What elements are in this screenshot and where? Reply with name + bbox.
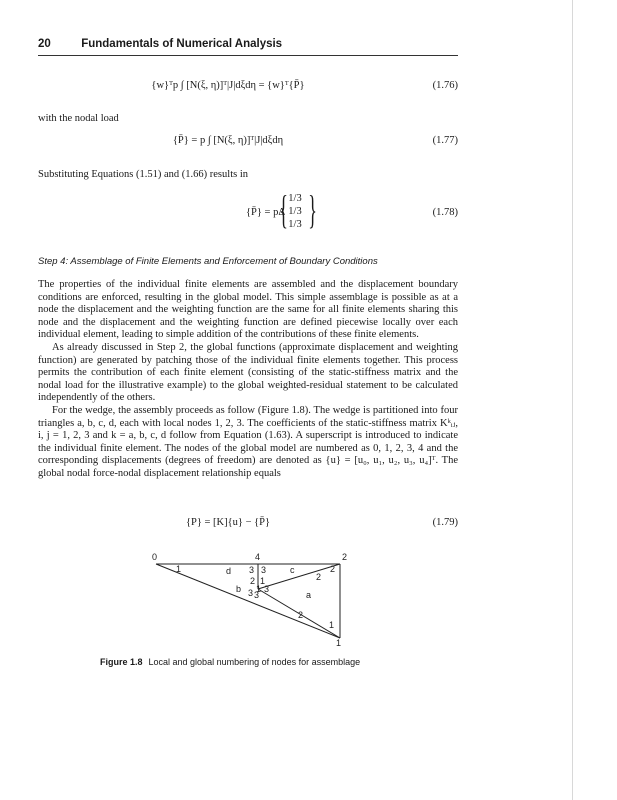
local-node-label: 1 (260, 576, 266, 586)
element-label-a: a (306, 590, 312, 600)
paragraph-1: The properties of the individual finite elements are assembled and the displacement boundary conditions are enforced, resulting in the global model. This simple assemblage is possible as at a node the displacement and the weighting function are the same for all finite elements sharing this node and the displacement and the weighting function are defined piecewise locally over each individual element, leading to simple addition of the contributions of these finite elements. (38, 279, 458, 341)
figure-caption (100, 657, 360, 667)
local-node-label: 2 (250, 576, 256, 586)
text-substituting: Substituting Equations (1.51) and (1.66) results in (38, 169, 248, 180)
left-brace: { (279, 187, 288, 232)
local-node-label: 2 (330, 564, 336, 574)
hypotenuse (156, 564, 340, 638)
caption-text: Local and global numbering of nodes for assemblage (148, 657, 361, 667)
local-node-label: 3 (261, 565, 267, 575)
paragraph-2: As already discussed in Step 2, the global functions (approximate displacement and weighting function) are generated by patching those of the individual finite elements together. This process permits the contribution of each finite element (consisting of the static-stiffness matrix and the nodal load for the illustrative example) to the global weighted-residual statement to be calculated independently of the others. (38, 341, 458, 404)
equation-number: (1.76) (432, 80, 458, 91)
local-node-label: 3 (249, 565, 255, 575)
local-node-label: 1 (176, 564, 182, 574)
right-brace: } (308, 187, 317, 232)
body-text (38, 279, 458, 481)
text-nodal-load: with the nodal load (38, 113, 119, 124)
local-node-label: 2 (316, 572, 322, 582)
element-label-b: b (236, 584, 242, 594)
global-node-1: 1 (336, 638, 342, 648)
equation-number: (1.79) (432, 517, 458, 528)
element-label-d: d (226, 566, 232, 576)
equation-expression: {w}ᵀp ∫ [N(ξ, η)]ᵀ|J|dξdη = {w}ᵀ{P̄} (151, 80, 305, 91)
equation-1-77 (38, 135, 458, 157)
equation-number: (1.77) (432, 135, 458, 146)
wedge-figure (140, 548, 360, 648)
inner-diagonal-upper (258, 564, 340, 589)
equation-number: (1.78) (432, 207, 458, 218)
running-title: Fundamentals of Numerical Analysis (81, 38, 283, 50)
local-node-label: 3 (264, 584, 270, 594)
local-node-label: 1 (329, 620, 335, 630)
local-node-label: 3 (254, 590, 260, 600)
local-node-label: 1 (256, 584, 262, 594)
paragraph-3: For the wedge, the assembly proceeds as follow (Figure 1.8). The wedge is partitioned into four triangles a, b, c, d, each with local nodes 1, 2, 3. The coefficients of the static-stiffness matrix Kᵏᵢⱼ, i, j = 1, 2, 3 and k = a, b, c, d follow from Equation (1.63). A superscript is introduced to indicate the individual finite element. The nodes of the global model are numbered as 0, 1, 2, 3, 4 and the corresponding displacements (degrees of freedom) are denoted as {u} = [u₀, u₁, u₂, u₃, u₄]ᵀ. The global nodal force-nodal displacement relationship equals (38, 404, 458, 479)
equation-lhs: {P̄} = pΔ (246, 207, 286, 218)
header-rule (38, 55, 458, 56)
column-vector (283, 192, 307, 231)
vector-entry: 1/3 (288, 193, 302, 204)
equation-1-79 (38, 517, 458, 539)
global-node-2: 2 (342, 552, 348, 562)
equation-1-76 (38, 80, 458, 102)
local-node-label: 2 (298, 610, 304, 620)
equation-1-78 (38, 187, 458, 236)
vector-entry: 1/3 (288, 206, 302, 217)
local-node-label: 3 (248, 588, 254, 598)
caption-label: Figure 1.8 (100, 657, 143, 667)
element-label-c: c (290, 565, 295, 575)
step-heading: Step 4: Assemblage of Finite Elements and Enforcement of Boundary Conditions (38, 256, 378, 267)
global-node-0: 0 (152, 552, 158, 562)
page-edge (572, 0, 573, 800)
equation-expression: {P̄} = p ∫ [N(ξ, η)]ᵀ|J|dξdη (172, 135, 284, 146)
global-node-4: 4 (255, 552, 261, 562)
running-header (38, 38, 458, 50)
page-number: 20 (38, 38, 51, 50)
equation-expression: {P} = [K]{u} − {P̄} (185, 517, 271, 528)
vector-entry: 1/3 (288, 219, 302, 230)
